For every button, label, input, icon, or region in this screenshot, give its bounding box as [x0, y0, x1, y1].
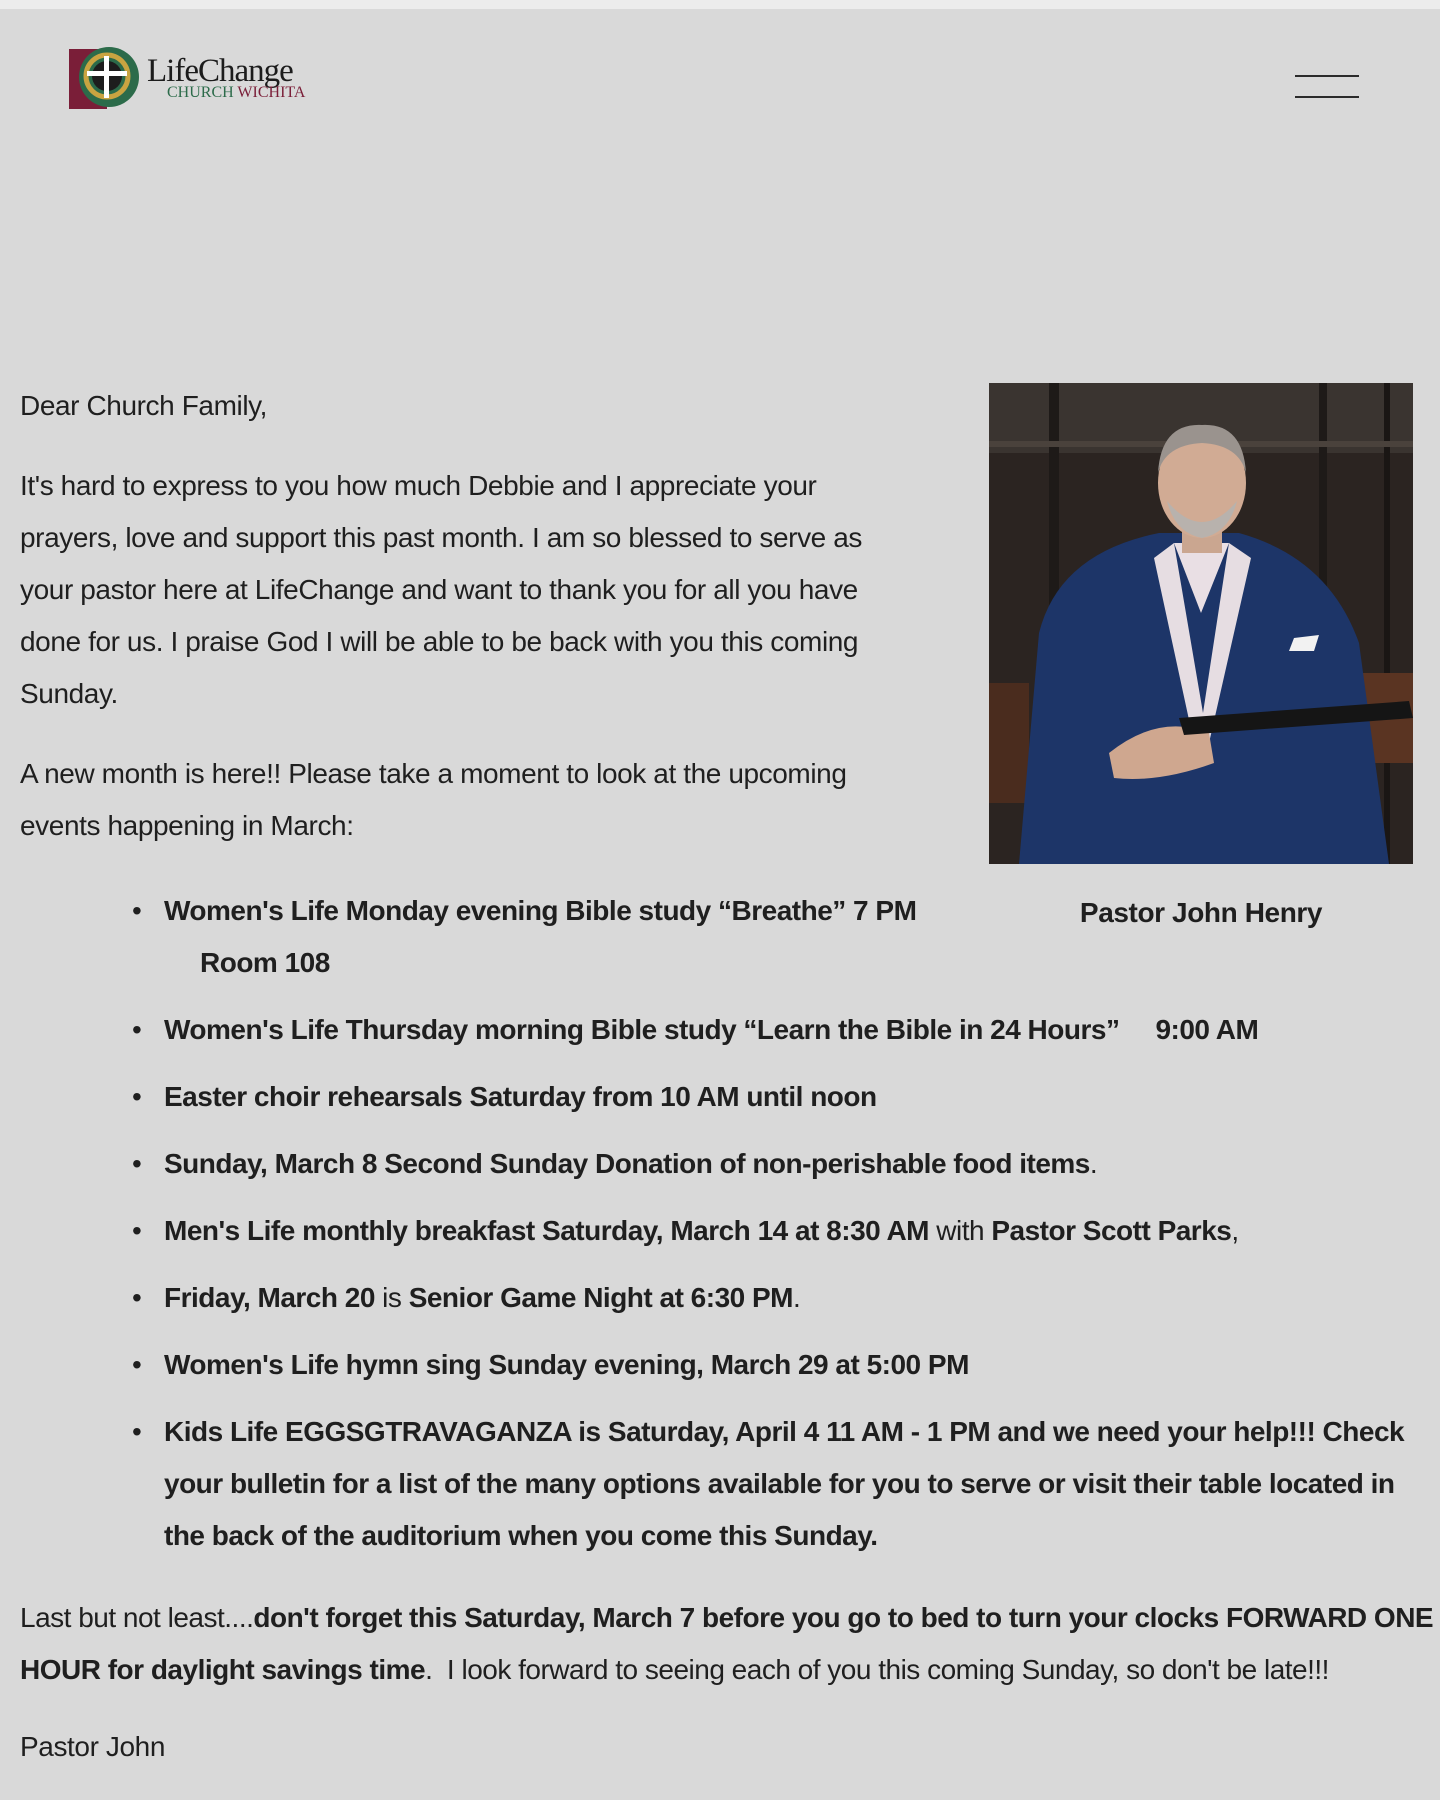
event-text: Easter choir rehearsals Saturday from 10 AM until noon — [164, 1081, 877, 1112]
events-list — [130, 885, 1420, 1577]
letter-greeting: Dear Church Family, — [20, 390, 268, 421]
event-speaker: Pastor Scott Parks — [991, 1215, 1232, 1246]
pastor-photo-illustration — [989, 383, 1413, 864]
photo-caption: Pastor John Henry — [1079, 897, 1323, 928]
letter-signoff: Pastor John — [20, 1731, 166, 1762]
event-text: Women's Life Monday evening Bible study “Breathe” 7 PM — [164, 895, 917, 926]
event-text: Senior Game Night at 6:30 PM — [408, 1282, 794, 1313]
event-item — [130, 1138, 1420, 1190]
event-text: Women's Life hymn sing Sunday evening, March 29 at 5:00 PM — [164, 1349, 969, 1380]
logo-sub-city: WICHITA — [237, 84, 306, 101]
event-text: Women's Life Thursday morning Bible study “Learn the Bible in 24 Hours” — [164, 1014, 1120, 1045]
event-connector: is — [374, 1282, 409, 1313]
top-edge — [0, 0, 1440, 9]
event-item — [130, 1272, 1420, 1324]
logo-sub-church: CHURCH — [167, 84, 234, 101]
pastor-photo — [989, 383, 1413, 864]
event-room: Room 108 — [200, 947, 330, 978]
event-text: Sunday, March 8 Second Sunday Donation of non-perishable food items — [164, 1148, 1090, 1179]
event-punct: . — [1089, 1148, 1098, 1179]
closing-reminder: don't forget this Saturday, March 7 before you go to bed to turn your clocks FORWARD ONE HOUR for daylight savings time — [20, 1602, 1434, 1685]
event-item — [130, 1339, 1420, 1391]
event-date: Friday, March 20 — [164, 1282, 375, 1313]
event-item — [130, 1071, 1420, 1123]
closing-rest: . I look forward to seeing each of you this coming Sunday, so don't be late!!! — [425, 1654, 1329, 1685]
event-item — [130, 1406, 1420, 1562]
letter-paragraph-2: A new month is here!! Please take a moment to look at the upcoming events happening in March: — [20, 758, 847, 841]
letter-paragraph-1: It's hard to express to you how much Debbie and I appreciate your prayers, love and support this past month. I am so blessed to serve as your pastor here at LifeChange and want to thank you for all you have done for us. I praise God I will be able to be back with you this coming Sunday. — [20, 470, 862, 709]
logo-subtitle — [167, 85, 305, 101]
menu-line-top — [1295, 75, 1359, 77]
menu-line-bottom — [1295, 96, 1359, 98]
event-punct: . — [793, 1282, 801, 1313]
hamburger-menu-icon[interactable] — [1290, 70, 1360, 100]
event-item — [130, 1205, 1420, 1257]
closing-lead: Last but not least.... — [20, 1602, 254, 1633]
event-time: 9:00 AM — [1155, 1014, 1259, 1045]
event-text: Kids Life EGGSGTRAVAGANZA is Saturday, April 4 11 AM - 1 PM and we need your help!!! Check your bulletin for a list of the many options available for you to serve or visit their table located in the back of the auditorium when you come this Sunday. — [164, 1416, 1405, 1551]
event-item — [130, 885, 944, 989]
church-logo[interactable] — [67, 39, 305, 117]
event-item — [130, 1004, 1420, 1056]
letter-body — [20, 380, 900, 880]
logo-mark-icon — [67, 39, 145, 117]
letter-closing — [20, 1592, 1440, 1696]
event-punct: , — [1231, 1215, 1239, 1246]
event-text: Men's Life monthly breakfast Saturday, March 14 at 8:30 AM — [164, 1215, 929, 1246]
event-connector: with — [929, 1215, 992, 1246]
logo-text — [147, 55, 305, 101]
logo-name: LifeChange — [147, 53, 293, 89]
